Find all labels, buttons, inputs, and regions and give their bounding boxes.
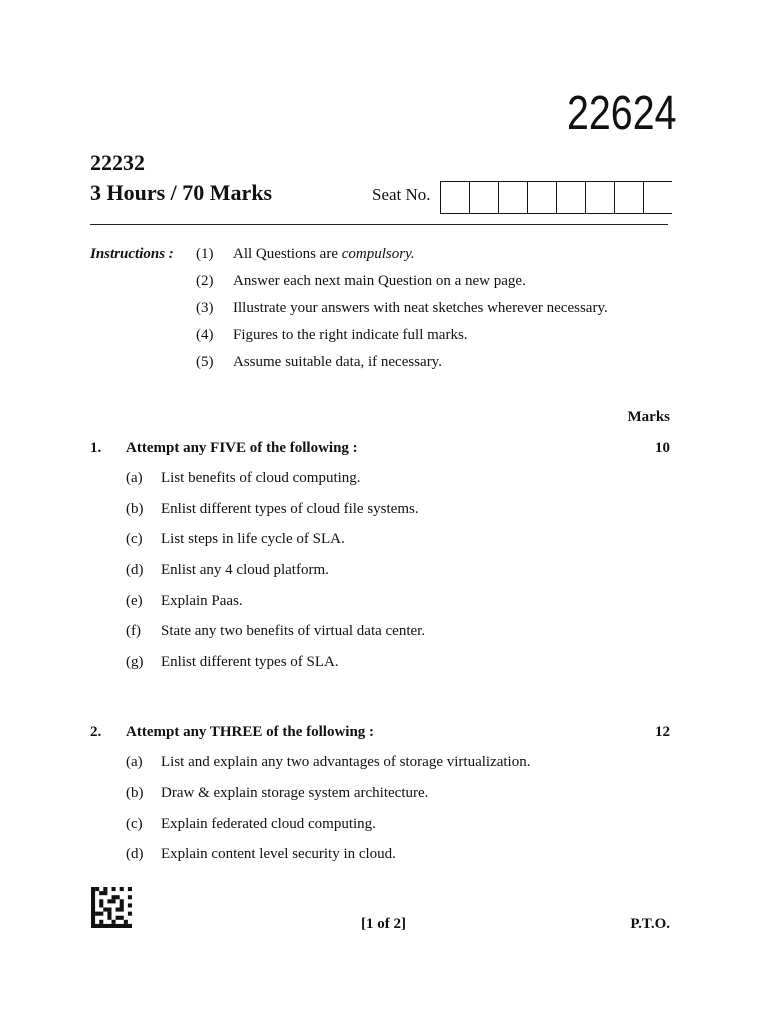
sub-question <box>126 501 419 518</box>
question-number: 1. <box>90 440 102 456</box>
sub-question <box>126 531 345 548</box>
seat-label: Seat No. <box>372 185 431 204</box>
datamatrix-code-icon <box>91 887 132 928</box>
instruction-text: Illustrate your answers with neat sketches wherever necessary. <box>233 300 608 316</box>
instruction-number: (4) <box>196 327 214 343</box>
instruction-number: (3) <box>196 300 214 316</box>
instruction-text <box>233 246 415 263</box>
subject-code: 22232 <box>90 150 145 175</box>
question-title: Attempt any THREE of the following : <box>126 724 375 740</box>
seat-box <box>615 182 644 213</box>
marks-column-header: Marks <box>627 409 670 425</box>
header-divider <box>90 224 668 225</box>
sub-question-text: Enlist different types of cloud file systems. <box>161 501 419 517</box>
sub-question-text: Enlist different types of SLA. <box>161 654 339 670</box>
sub-question-letter: (c) <box>126 816 143 832</box>
instruction-item <box>196 246 415 263</box>
sub-question-letter: (f) <box>126 623 141 639</box>
seat-box <box>499 182 528 213</box>
instruction-number: (1) <box>196 246 214 262</box>
sub-question-letter: (a) <box>126 754 143 770</box>
sub-question <box>126 470 361 487</box>
sub-question <box>126 785 428 802</box>
question-title: Attempt any FIVE of the following : <box>126 440 358 456</box>
instructions-label: Instructions : <box>90 246 174 262</box>
seat-box <box>441 182 470 213</box>
pto-label: P.T.O. <box>630 916 670 932</box>
sub-question-text: List benefits of cloud computing. <box>161 470 361 486</box>
sub-question-text: Explain Paas. <box>161 593 243 609</box>
sub-question-letter: (a) <box>126 470 143 486</box>
sub-question <box>126 754 530 771</box>
sub-question-letter: (d) <box>126 562 144 578</box>
sub-question-letter: (g) <box>126 654 144 670</box>
instruction-item <box>196 354 442 371</box>
sub-question-text: Explain content level security in cloud. <box>161 846 396 862</box>
instruction-emphasis: compulsory. <box>341 246 415 262</box>
paper-code: 22624 <box>566 87 676 140</box>
instruction-text: Answer each next main Question on a new page. <box>233 273 526 289</box>
instruction-number: (2) <box>196 273 214 289</box>
sub-question-text: List and explain any two advantages of storage virtualization. <box>161 754 531 770</box>
seat-box <box>644 182 672 213</box>
instruction-text: Figures to the right indicate full marks. <box>233 327 468 343</box>
seat-box <box>557 182 586 213</box>
sub-question-letter: (c) <box>126 531 143 547</box>
sub-question-text: Draw & explain storage system architecture. <box>161 785 429 801</box>
question-marks: 10 <box>655 440 670 456</box>
sub-question-letter: (b) <box>126 785 144 801</box>
sub-question-letter: (e) <box>126 593 143 609</box>
sub-question <box>126 593 243 610</box>
sub-question-text: Explain federated cloud computing. <box>161 816 376 832</box>
sub-question <box>126 623 425 640</box>
sub-question <box>126 654 339 671</box>
seat-box <box>470 182 499 213</box>
instruction-item <box>196 273 526 290</box>
sub-question-text: List steps in life cycle of SLA. <box>161 531 345 547</box>
sub-question-letter: (b) <box>126 501 144 517</box>
page-number: [1 of 2] <box>361 916 406 932</box>
duration-marks: 3 Hours / 70 Marks <box>90 180 273 205</box>
question-marks: 12 <box>655 724 670 740</box>
instruction-item <box>196 327 468 344</box>
sub-question <box>126 562 329 579</box>
instruction-text: Assume suitable data, if necessary. <box>233 354 442 370</box>
sub-question <box>126 846 396 863</box>
seat-box <box>586 182 615 213</box>
instruction-number: (5) <box>196 354 214 370</box>
instruction-text-main: All Questions are <box>233 246 342 262</box>
sub-question-text: Enlist any 4 cloud platform. <box>161 562 329 578</box>
sub-question-text: State any two benefits of virtual data center. <box>161 623 426 639</box>
sub-question <box>126 816 376 833</box>
question-number: 2. <box>90 724 102 740</box>
seat-number-boxes <box>440 181 672 214</box>
instruction-item <box>196 300 608 317</box>
seat-box <box>528 182 557 213</box>
sub-question-letter: (d) <box>126 846 144 862</box>
